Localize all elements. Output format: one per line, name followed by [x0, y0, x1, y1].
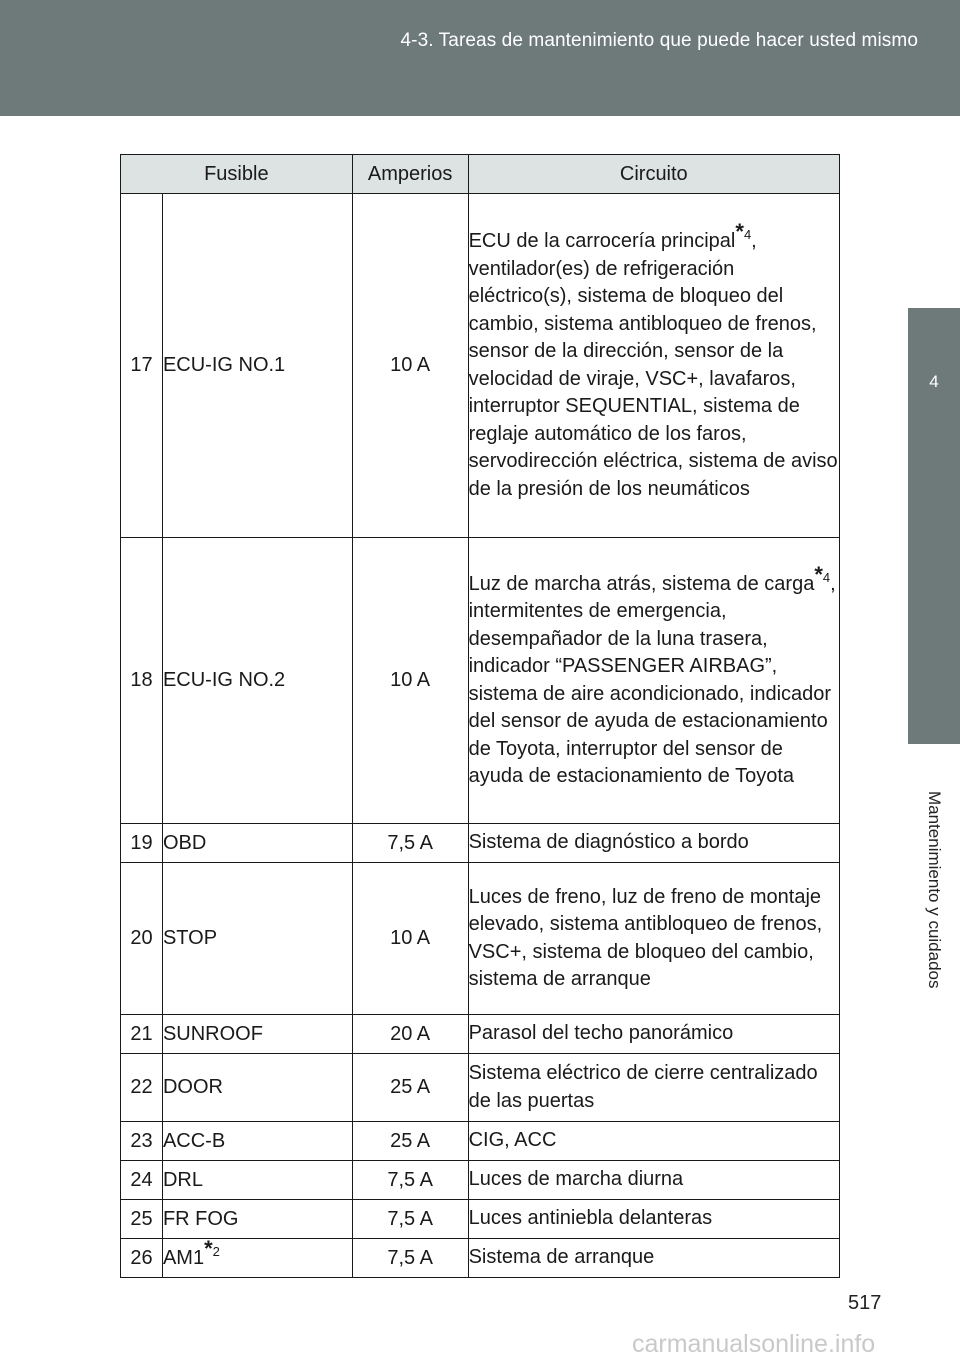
fuse-number: 22 — [121, 1054, 163, 1122]
fuse-number: 26 — [121, 1239, 163, 1278]
table-row — [121, 1239, 840, 1278]
table-row — [121, 1054, 840, 1122]
fuse-circuit: CIG, ACC — [468, 1122, 839, 1161]
watermark: carmanualsonline.info — [632, 1330, 876, 1358]
fuse-amperage: 10 A — [352, 863, 468, 1015]
fuse-number: 17 — [121, 194, 163, 538]
chapter-number: 4 — [929, 372, 939, 391]
fuse-name: STOP — [162, 863, 352, 1015]
header-amperios: Amperios — [352, 155, 468, 194]
fuse-amperage: 25 A — [352, 1122, 468, 1161]
fuse-number: 23 — [121, 1122, 163, 1161]
fuse-name: FR FOG — [162, 1200, 352, 1239]
fuse-number: 24 — [121, 1161, 163, 1200]
fuse-amperage: 7,5 A — [352, 1161, 468, 1200]
fuse-name: DOOR — [162, 1054, 352, 1122]
fuse-number: 20 — [121, 863, 163, 1015]
fuse-name: SUNROOF — [162, 1015, 352, 1054]
table-row — [121, 1200, 840, 1239]
fuse-circuit: Sistema de arranque — [468, 1239, 839, 1278]
fuse-number: 21 — [121, 1015, 163, 1054]
page-number: 517 — [848, 1292, 882, 1314]
fuse-circuit: ECU de la carrocería principal$^{*4}$, ventilador(es) de refrigeración eléctrico(s), sistema de bloqueo del cambio, sistema antibloqueo de frenos, sensor de la dirección, sensor de la velocidad de viraje, VSC+, lavafaros, interruptor SEQUENTIAL, sistema de reglaje automático de los faros, servodirección eléctrica, sistema de aviso de la presión de los neumáticos — [468, 194, 839, 538]
fuse-circuit: Sistema de diagnóstico a bordo — [468, 824, 839, 863]
fuse-circuit: Luces antiniebla delanteras — [468, 1200, 839, 1239]
header-circuito: Circuito — [468, 155, 839, 194]
fuse-name: ECU-IG NO.1 — [162, 194, 352, 538]
header-fusible: Fusible — [121, 155, 353, 194]
section-title: 4-3. Tareas de mantenimiento que puede hacer usted mismo — [400, 30, 918, 51]
fuse-table — [120, 154, 840, 1278]
fuse-name: AM1$^{*2}$ — [162, 1239, 352, 1278]
table-row — [121, 194, 840, 538]
fuse-amperage: 10 A — [352, 538, 468, 824]
chapter-label: Mantenimiento y cuidados — [925, 791, 944, 989]
fuse-amperage: 20 A — [352, 1015, 468, 1054]
fuse-amperage: 10 A — [352, 194, 468, 538]
fuse-amperage: 7,5 A — [352, 824, 468, 863]
fuse-name: OBD — [162, 824, 352, 863]
table-row — [121, 1161, 840, 1200]
table-row — [121, 1122, 840, 1161]
fuse-circuit: Luces de marcha diurna — [468, 1161, 839, 1200]
fuse-amperage: 7,5 A — [352, 1239, 468, 1278]
fuse-circuit: Luz de marcha atrás, sistema de carga$^{*4}$, intermitentes de emergencia, desempañador de la luna trasera, indicador “PASSENGER AIRBAG”, sistema de aire acondicionado, indicador del sensor de ayuda de estacionamiento de Toyota, interruptor del sensor de ayuda de estacionamiento de Toyota — [468, 538, 839, 824]
fuse-circuit: Sistema eléctrico de cierre centralizado de las puertas — [468, 1054, 839, 1122]
fuse-name: ACC-B — [162, 1122, 352, 1161]
table-row — [121, 824, 840, 863]
table-row — [121, 1015, 840, 1054]
header-band — [0, 0, 960, 116]
fuse-amperage: 7,5 A — [352, 1200, 468, 1239]
fuse-circuit: Parasol del techo panorámico — [468, 1015, 839, 1054]
fuse-name: ECU-IG NO.2 — [162, 538, 352, 824]
table-header-row — [121, 155, 840, 194]
fuse-number: 18 — [121, 538, 163, 824]
fuse-name: DRL — [162, 1161, 352, 1200]
table-row — [121, 538, 840, 824]
fuse-amperage: 25 A — [352, 1054, 468, 1122]
table-row — [121, 863, 840, 1015]
fuse-number: 25 — [121, 1200, 163, 1239]
fuse-circuit: Luces de freno, luz de freno de montaje elevado, sistema antibloqueo de frenos, VSC+, sistema de bloqueo del cambio, sistema de arranque — [468, 863, 839, 1015]
fuse-number: 19 — [121, 824, 163, 863]
